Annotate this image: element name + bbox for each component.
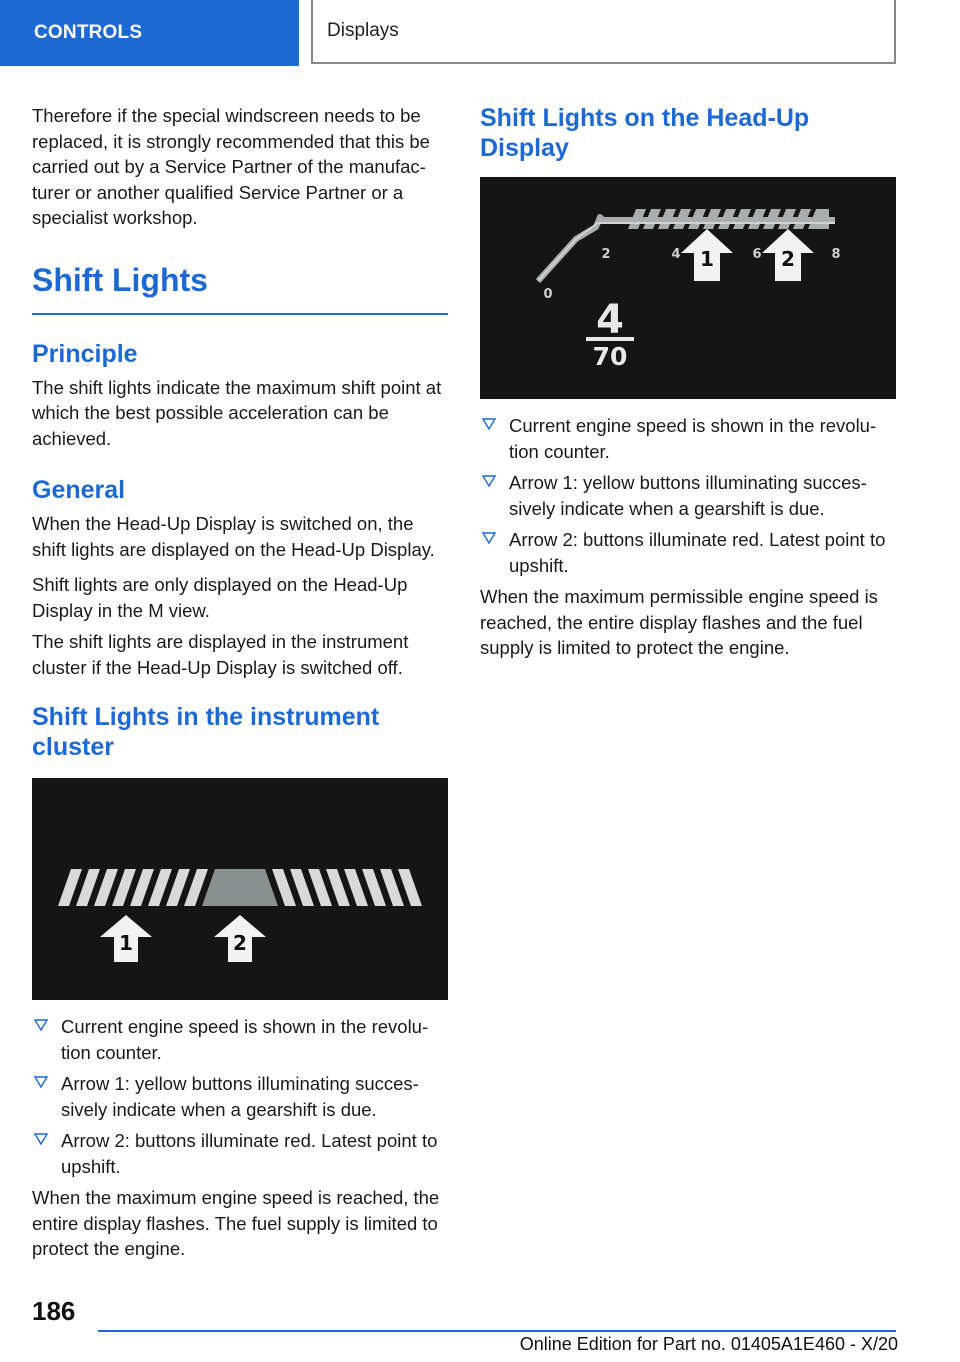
hud-heading: Shift Lights on the Head-Up Display xyxy=(480,104,810,162)
bullet-text: Arrow 2: buttons illuminate red. Latest point to upshift. xyxy=(509,529,886,576)
bullet-text: Arrow 1: yellow buttons illuminating successively indicate when a gearshift is due. xyxy=(509,472,867,519)
scale-label-6: 6 xyxy=(752,247,762,262)
scale-label-8: 8 xyxy=(831,247,841,262)
right-column xyxy=(480,103,896,671)
cluster-shift-lights-illustration xyxy=(32,778,448,1000)
list-item xyxy=(32,1014,448,1065)
main-heading: Shift Lights xyxy=(32,261,448,315)
left-column xyxy=(32,103,448,1272)
right-light-bars xyxy=(272,869,422,906)
chapter-tab xyxy=(311,0,896,64)
arrow-2-label: 2 xyxy=(233,931,247,955)
principle-heading: Principle xyxy=(32,339,138,368)
cluster-bullet-list xyxy=(32,1014,448,1179)
hud-closing-paragraph: When the maximum permissible engine speed is reached, the entire display flashes and the fuel supply is limited to protect the engine. xyxy=(480,586,878,658)
scale-label-2: 2 xyxy=(601,247,611,262)
edition-footer: Online Edition for Part no. 01405A1E460 - X/20 xyxy=(519,1334,898,1354)
list-item xyxy=(32,1128,448,1179)
general-heading: General xyxy=(32,476,126,504)
triangle-bullet-icon xyxy=(34,1075,48,1089)
bullet-text: Current engine speed is shown in the revolution counter. xyxy=(61,1016,429,1063)
triangle-bullet-icon xyxy=(482,474,496,488)
hud-bullet-list xyxy=(480,413,896,578)
cluster-closing-paragraph: When the maximum engine speed is reached, the entire display flashes. The fuel supply is limited to protect the engine. xyxy=(32,1187,440,1259)
hud-shift-lights-figure xyxy=(480,177,896,399)
principle-text: The shift lights indicate the maximum shift point at which the best possible acceleration can be achieved. xyxy=(32,376,442,449)
scale-label-4: 4 xyxy=(671,247,681,262)
bullet-text: Arrow 1: yellow buttons illuminating successively indicate when a gearshift is due. xyxy=(61,1073,419,1120)
section-tab xyxy=(0,0,299,66)
triangle-bullet-icon xyxy=(482,531,496,545)
cluster-heading: Shift Lights in the instrument cluster xyxy=(32,703,380,761)
bullet-text: Arrow 2: buttons illuminate red. Latest point to upshift. xyxy=(61,1130,438,1177)
general-paragraph-3: The shift lights are displayed in the instrument cluster if the Head-Up Display is switched off. xyxy=(32,631,409,678)
general-paragraph-1: When the Head-Up Display is switched on, the shift lights are displayed on the Head-Up Display. xyxy=(32,513,435,560)
intro-paragraph: Therefore if the special windscreen needs to be replaced, it is strongly recommended that this be carried out by a Service Partner of the manufacturer or another qualified Service Partner or a specialist workshop. xyxy=(32,105,430,228)
scale-label-0: 0 xyxy=(543,287,553,302)
triangle-bullet-icon xyxy=(34,1018,48,1032)
arrow-1-label: 1 xyxy=(119,931,133,955)
gear-indicator: 4 xyxy=(596,297,624,343)
hud-shift-lights-illustration xyxy=(480,177,896,399)
triangle-bullet-icon xyxy=(482,417,496,431)
center-light-bar xyxy=(202,869,278,906)
triangle-bullet-icon xyxy=(34,1132,48,1146)
list-item xyxy=(480,527,896,578)
footer-divider xyxy=(98,1330,896,1332)
general-paragraph-2: Shift lights are only displayed on the Head-Up Display in the M view. xyxy=(32,574,408,621)
list-item xyxy=(480,470,896,521)
left-light-bars xyxy=(58,869,208,906)
page-number: 186 xyxy=(32,1296,76,1326)
speed-indicator: 70 xyxy=(592,342,628,371)
chapter-title: Displays xyxy=(327,20,399,41)
arrow-2-label: 2 xyxy=(781,247,795,271)
arrow-1-label: 1 xyxy=(700,247,714,271)
list-item xyxy=(480,413,896,464)
section-title: CONTROLS xyxy=(34,22,143,43)
bullet-text: Current engine speed is shown in the revolution counter. xyxy=(509,415,877,462)
cluster-shift-lights-figure xyxy=(32,778,448,1000)
list-item xyxy=(32,1071,448,1122)
